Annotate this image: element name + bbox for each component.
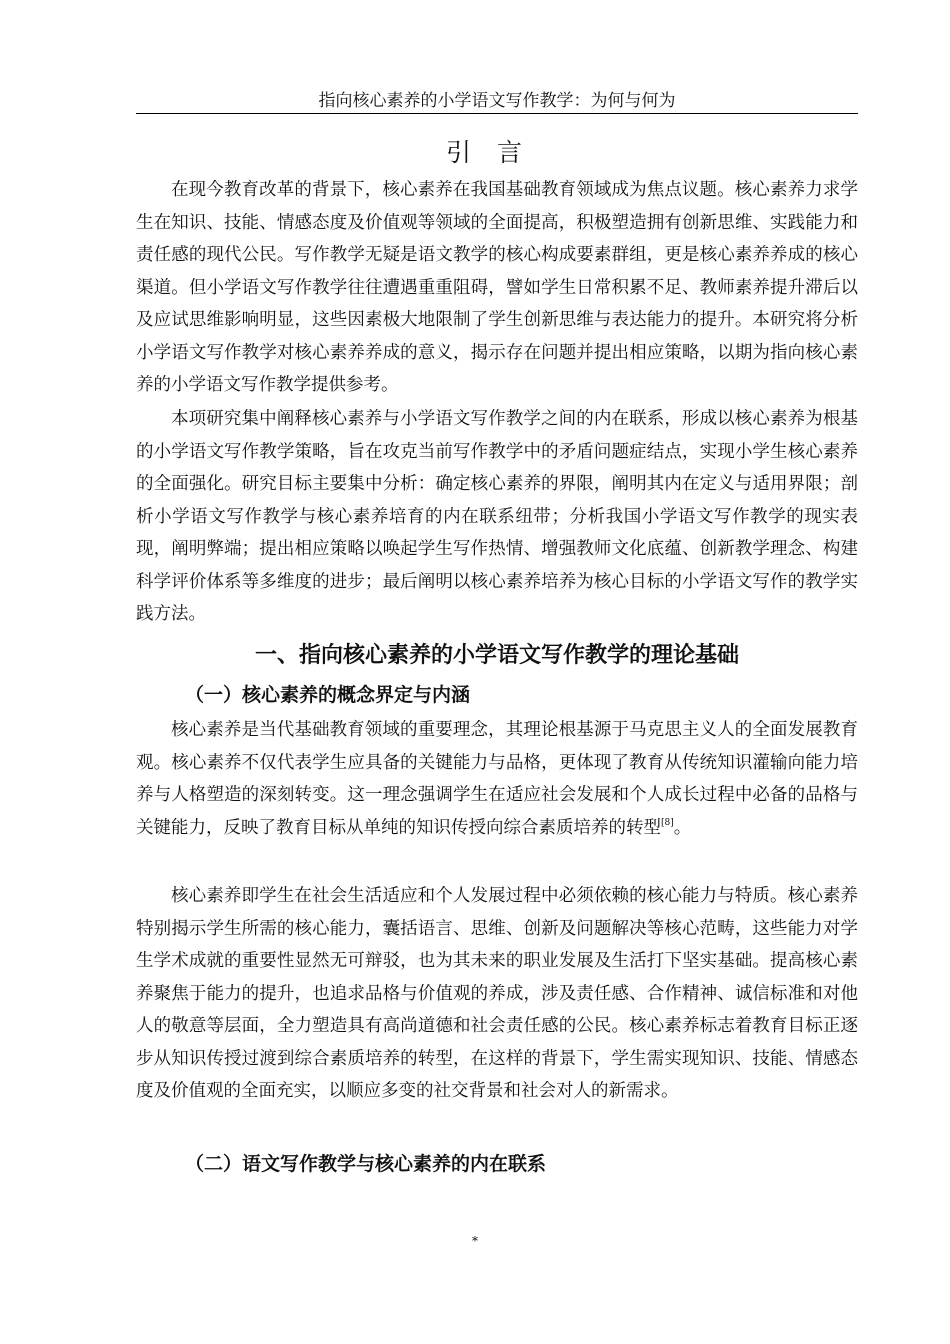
paragraph-end: 。 <box>673 817 692 838</box>
footer-mark: * <box>472 1234 478 1248</box>
intro-paragraph-1: 在现今教育改革的背景下，核心素养在我国基础教育领域成为焦点议题。核心素养力求学生在知识、技能、情感态度及价值观等领域的全面提高，积极塑造拥有创新思维、实践能力和责任感的现代公民。写作教学无疑是语文教学的核心构成要素群组，更是核心素养养成的核心渠道。但小学语文写作教学往往遭遇重重阻碍，譬如学生日常积累不足、教师素养提升滞后以及应试思维影响明显，这些因素极大地限制了学生创新思维与表达能力的提升。本研究将分析小学语文写作教学对核心素养养成的意义，揭示存在问题并提出相应策略，以期为指向核心素养的小学语文写作教学提供参考。 <box>136 180 858 395</box>
running-header: 指向核心素养的小学语文写作教学：为何与何为 <box>318 91 676 111</box>
section-1-title: 一、指向核心素养的小学语文写作教学的理论基础 <box>254 643 739 668</box>
paragraph-text: 核心素养是当代基础教育领域的重要理念，其理论根基源于马克思主义人的全面发展教育观。核心素养不仅代表学生应具备的关键能力与品格，更体现了教育从传统知识灌输向能力培养与人格塑造的深刻转变。这一理念强调学生在适应社会发展和个人成长过程中必备的品格与关键能力，反映了教育目标从单纯的知识传授向综合素质培养的转型 <box>136 720 858 838</box>
subsection-1-paragraph-2: 核心素养即学生在社会生活适应和个人发展过程中必须依赖的核心能力与特质。核心素养特别揭示学生所需的核心能力，囊括语言、思维、创新及问题解决等核心范畴，这些能力对学生学术成就的重要性显然无可辩驳，也为其未来的职业发展及生活打下坚实基础。提高核心素养聚焦于能力的提升，也追求品格与价值观的养成，涉及责任感、合作精神、诚信标准和对他人的敬意等层面，全力塑造具有高尚道德和社会责任感的公民。核心素养标志着教育目标正逐步从知识传授过渡到综合素质培养的转型，在这样的背景下，学生需实现知识、技能、情感态度及价值观的全面充实，以顺应多变的社交背景和社会对人的新需求。 <box>136 886 858 1101</box>
subsection-2-title: （二）语文写作教学与核心素养的内在联系 <box>185 1153 547 1175</box>
citation-ref: [8] <box>661 817 674 828</box>
subsection-1-paragraph-1 <box>136 714 858 844</box>
subsection-1-title: （一）核心素养的概念界定与内涵 <box>185 684 471 706</box>
header-rule <box>136 113 858 114</box>
intro-title: 引言 <box>445 138 548 167</box>
intro-paragraph-2: 本项研究集中阐释核心素养与小学语文写作教学之间的内在联系，形成以核心素养为根基的小学语文写作教学策略，旨在攻克当前写作教学中的矛盾问题症结点，实现小学生核心素养的全面强化。研究目标主要集中分析：确定核心素养的界限，阐明其内在定义与适用界限；剖析小学语文写作教学与核心素养培育的内在联系纽带；分析我国小学语文写作教学的现实表现，阐明弊端；提出相应策略以唤起学生写作热情、增强教师文化底蕴、创新教学理念、构建科学评价体系等多维度的进步；最后阐明以核心素养培养为核心目标的小学语文写作的教学实践方法。 <box>136 409 858 624</box>
